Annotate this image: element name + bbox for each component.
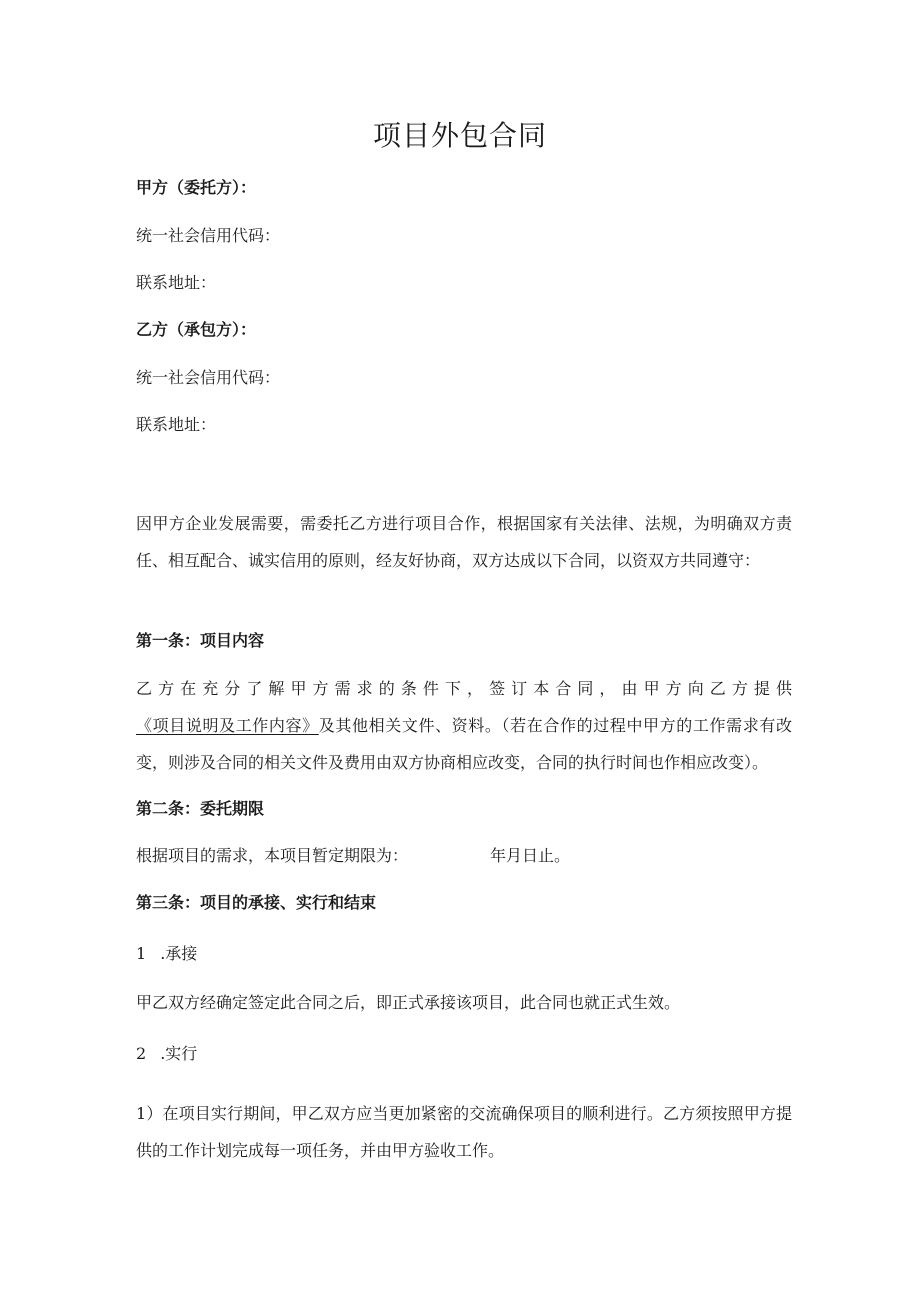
document-title: 项目外包合同 xyxy=(372,119,547,152)
article-2-heading: 第二条：委托期限 xyxy=(136,799,265,818)
article-2-text-before: 根据项目的需求，本项目暂定期限为： xyxy=(136,846,409,865)
article-1-paragraph xyxy=(136,670,792,781)
article-3-heading: 第三条：项目的承接、实行和结束 xyxy=(136,893,377,912)
party-a-address-label: 联系地址： xyxy=(136,273,217,292)
project-spec-link[interactable]: 《项目说明及工作内容》 xyxy=(136,716,319,735)
party-b-address-label: 联系地址： xyxy=(136,415,217,434)
item-2-label: .实行 xyxy=(160,1044,198,1063)
party-a-heading: 甲方（委托方）： xyxy=(136,178,257,197)
article-3-item-2-sub-1: 1）在项目实行期间，甲乙双方应当更加紧密的交流确保项目的顺利进行。乙方须按照甲方提供的工作计划完成每一项任务，并由甲方验收工作。 xyxy=(136,1104,792,1160)
article-3-item-2-title xyxy=(136,1043,197,1065)
preamble-paragraph: 因甲方企业发展需要，需委托乙方进行项目合作，根据国家有关法律、法规，为明确双方责任、相互配合、诚实信用的原则，经友好协商，双方达成以下合同，以资双方共同遵守： xyxy=(136,514,792,570)
party-b-heading: 乙方（承包方）： xyxy=(136,320,257,339)
party-b-credit-code-label: 统一社会信用代码： xyxy=(136,368,281,387)
item-1-number: 1 xyxy=(136,944,147,963)
item-1-label: .承接 xyxy=(160,944,198,963)
article-3-item-1-title xyxy=(136,943,197,965)
article-1-heading: 第一条：项目内容 xyxy=(136,631,265,650)
party-a-credit-code-label: 统一社会信用代码： xyxy=(136,226,281,245)
item-2-number: 2 xyxy=(136,1044,147,1063)
article-3-item-1-text: 甲乙双方经确定签定此合同之后，即正式承接该项目，此合同也就正式生效。 xyxy=(136,993,681,1012)
article-1-text-before: 乙方在充分了解甲方需求的条件下，签订本合同，由甲方向乙方提供 xyxy=(136,679,792,698)
article-1-text-after: 及其他相关文件、资料。（若在合作的过程中甲方的工作需求有改变，则涉及合同的相关文件及费用由双方协商相应改变，合同的执行时间也作相应改变）。 xyxy=(136,716,792,772)
article-2-text-after: 年月日止。 xyxy=(490,846,571,865)
article-2-text xyxy=(136,845,570,867)
